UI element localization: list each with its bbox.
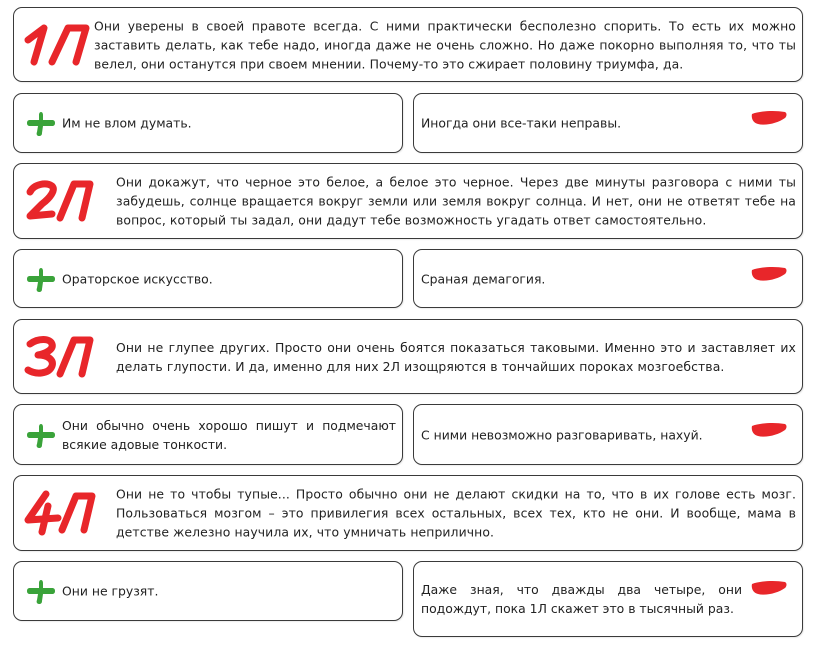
label-3l bbox=[24, 334, 98, 380]
con-text-2l: Сраная демагогия. bbox=[421, 271, 546, 286]
minus-icon bbox=[750, 264, 788, 284]
pro-text-3l: Они обычно очень хорошо пишут и подмечают всякие адовые тонкости. bbox=[62, 417, 396, 452]
plus-icon bbox=[25, 265, 57, 293]
pro-text-1l: Им не влом думать. bbox=[62, 115, 192, 131]
minus-icon bbox=[750, 578, 788, 598]
label-2l-glyph bbox=[24, 178, 98, 224]
pro-card-4l bbox=[13, 561, 403, 621]
minus-icon bbox=[750, 420, 788, 440]
pro-card-1l bbox=[13, 93, 403, 153]
description-text-2l: Они докажут, что черное это белое, а белое это черное. Через две минуты разговора с ними ты забудешь, солнце вращается вокруг земли или земля вокруг солнца. И нет, они не ответят тебе на вопрос, который ты задал, они дадут тебе возможность угадать ответ самостоятельно. bbox=[116, 174, 796, 228]
description-text-3l: Они не глупее других. Просто они очень боятся показаться таковыми. Именно это и заставляет их делать глупости. И да, именно для них 2Л изощряются в тончайших пороках мозгоебства. bbox=[116, 339, 796, 374]
pro-text-2l: Ораторское искусство. bbox=[62, 271, 213, 286]
description-card-1l bbox=[13, 7, 803, 82]
label-4l-glyph bbox=[24, 490, 98, 536]
con-text-1l: Иногда они все-таки неправы. bbox=[421, 115, 622, 131]
plus-icon bbox=[25, 577, 57, 605]
label-1l bbox=[24, 22, 98, 68]
description-card-3l bbox=[13, 319, 803, 394]
label-2l bbox=[24, 178, 98, 224]
con-card-3l bbox=[413, 404, 803, 465]
description-text-1l: Они уверены в своей правоте всегда. С ними практически бесполезно спорить. То есть их можно заставить делать, как тебе надо, иногда даже не очень сложно. Но даже покорно выполняя то, что ты велел, они останутся при своем мнении. Почему-то это сжирает половину триумфа, да. bbox=[94, 18, 796, 71]
con-text-4l: Даже зная, что дважды два четыре, они подождут, пока 1Л скажет это в тысячный раз. bbox=[421, 582, 742, 616]
description-text-4l: Они не то чтобы тупые... Просто обычно они не делают скидки на то, что в их голове есть мозг. Пользоваться мозгом – это привилегия всех остальных, всех тех, кто не они. И вообще, мама в детстве железно научила их, что умничать неприлично. bbox=[116, 486, 796, 540]
pro-card-2l bbox=[13, 249, 403, 308]
plus-icon bbox=[25, 421, 57, 449]
con-card-4l bbox=[413, 561, 803, 637]
con-card-2l bbox=[413, 249, 803, 308]
label-1l-glyph bbox=[24, 22, 98, 68]
pro-text-4l: Они не грузят. bbox=[62, 583, 159, 599]
con-card-1l bbox=[413, 93, 803, 153]
label-3l-glyph bbox=[24, 334, 98, 380]
con-text-3l: С ними невозможно разговаривать, нахуй. bbox=[421, 427, 703, 442]
plus-icon bbox=[25, 109, 57, 137]
label-4l bbox=[24, 490, 98, 536]
pro-card-3l bbox=[13, 404, 403, 465]
description-card-4l bbox=[13, 475, 803, 551]
description-card-2l bbox=[13, 163, 803, 239]
minus-icon bbox=[750, 108, 788, 128]
